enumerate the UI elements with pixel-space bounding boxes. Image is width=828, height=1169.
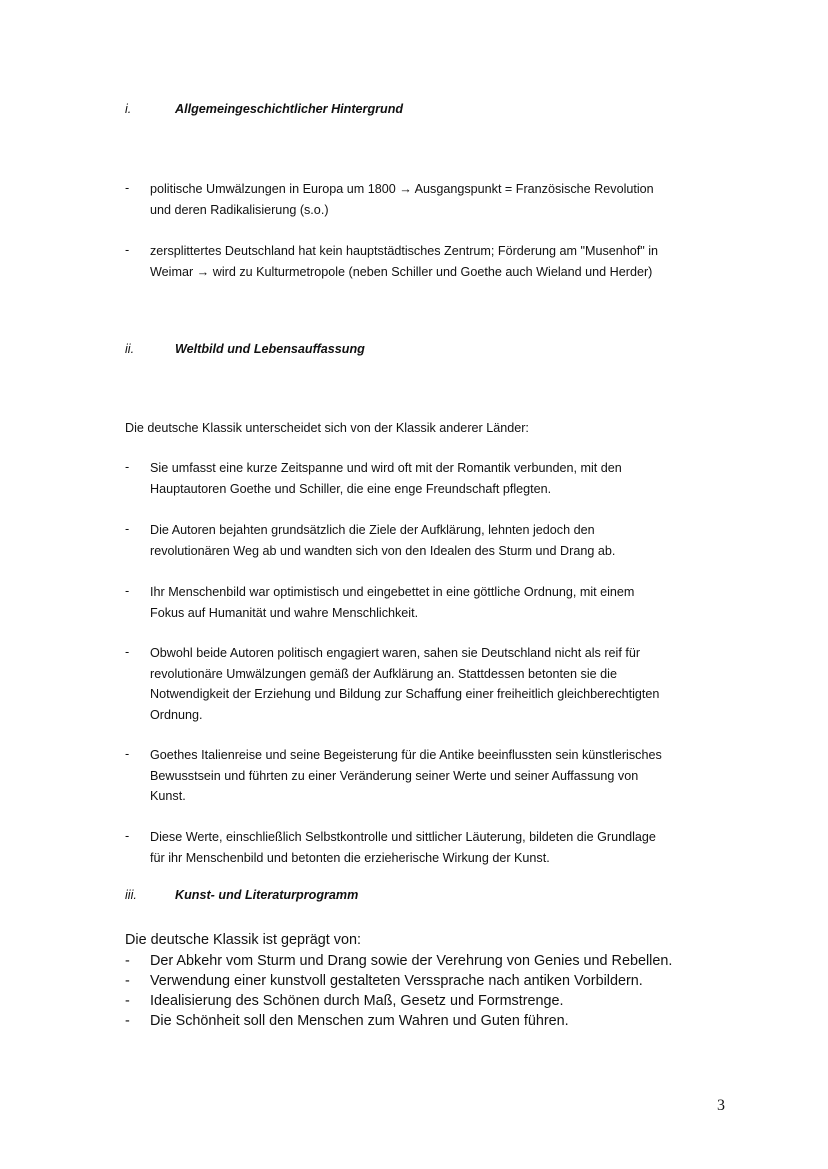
bullet-text: Ihr Menschenbild war optimistisch und eingebettet in eine göttliche Ordnung, mit einem [150,585,635,599]
section-numeral: ii. [125,342,135,356]
bullet-text: Fokus auf Humanität und wahre Menschlichkeit. [150,605,419,620]
bullet-marker: - [125,645,130,659]
bullet-marker: - [125,973,130,989]
bullet-text: und deren Radikalisierung (s.o.) [150,202,329,217]
bullet-text: Idealisierung des Schönen durch Maß, Gesetz und Formstrenge. [150,993,564,1009]
bullet-text: Ordnung. [150,707,203,722]
bullet-marker: - [125,747,130,761]
bullet-marker: - [125,584,130,598]
bullet-text: revolutionäre Umwälzungen gemäß der Aufklärung an. Stattdessen betonten sie die [150,666,617,681]
bullet-text: politische Umwälzungen in Europa um 1800 → Ausgangspunkt = Französische Revolution [150,182,654,196]
bullet-text: Notwendigkeit der Erziehung und Bildung zur Schaffung einer freiheitlich gleichberechtigten [150,687,660,701]
intro-text: Die deutsche Klassik unterscheidet sich von der Klassik anderer Länder: [125,421,529,435]
bullet-marker: - [125,460,130,474]
bullet-text: Obwohl beide Autoren politisch engagiert waren, sahen sie Deutschland nicht als reif für [150,646,641,660]
intro-text: Die deutsche Klassik ist geprägt von: [125,932,361,948]
bullet-text: Verwendung einer kunstvoll gestalteten Verssprache nach antiken Vorbildern. [150,973,643,989]
bullet-marker: - [125,953,130,969]
bullet-text: zersplittertes Deutschland hat kein hauptstädtisches Zentrum; Förderung am "Musenhof" in [150,244,659,258]
bullet-marker: - [125,829,130,843]
section-numeral: i. [125,102,132,116]
bullet-text: Kunst. [150,789,186,803]
bullet-text: Hauptautoren Goethe und Schiller, die eine enge Freundschaft pflegten. [150,481,552,496]
bullet-text: Weimar → wird zu Kulturmetropole (neben Schiller und Goethe auch Wieland und Herder) [150,264,653,279]
bullet-text: für ihr Menschenbild und betonten die erzieherische Wirkung der Kunst. [150,850,550,865]
bullet-text: revolutionären Weg ab und wandten sich von den Idealen des Sturm und Drang ab. [150,543,616,558]
section-heading: Allgemeingeschichtlicher Hintergrund [175,102,404,116]
bullet-marker: - [125,993,130,1009]
section-numeral: iii. [125,888,137,902]
bullet-marker: - [125,1013,130,1029]
bullet-text: Die Autoren bejahten grundsätzlich die Ziele der Aufklärung, lehnten jedoch den [150,523,595,537]
section-heading: Weltbild und Lebensauffassung [175,342,365,356]
bullet-text: Goethes Italienreise und seine Begeisterung für die Antike beeinflussten sein künstlerisches [150,748,662,762]
bullet-text: Diese Werte, einschließlich Selbstkontrolle und sittlicher Läuterung, bildeten die Grundlage [150,830,656,844]
section-heading: Kunst- und Literaturprogramm [175,888,359,902]
bullet-marker: - [125,181,130,195]
bullet-text: Der Abkehr vom Sturm und Drang sowie der Verehrung von Genies und Rebellen. [150,953,673,969]
bullet-marker: - [125,243,130,257]
bullet-marker: - [125,522,130,536]
bullet-text: Die Schönheit soll den Menschen zum Wahren und Guten führen. [150,1013,569,1029]
bullet-text: Sie umfasst eine kurze Zeitspanne und wird oft mit der Romantik verbunden, mit den [150,461,622,475]
page-number: 3 [717,1097,725,1114]
bullet-text: Bewusstsein und führten zu einer Veränderung seiner Werte und seiner Auffassung von [150,768,639,783]
